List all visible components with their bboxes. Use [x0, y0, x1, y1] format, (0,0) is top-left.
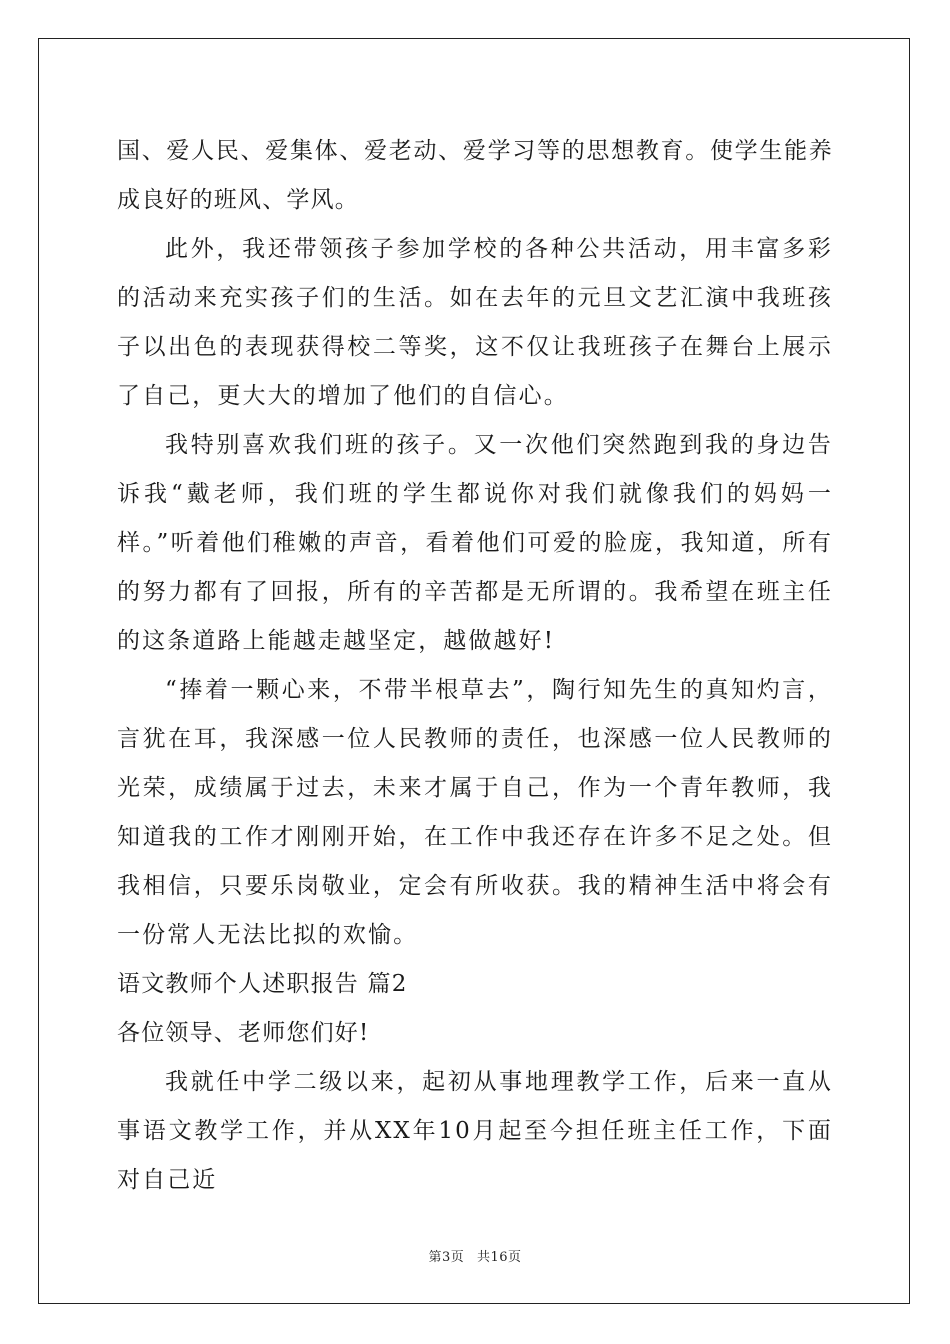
page-total: 共16页	[476, 1250, 522, 1265]
salutation: 各位领导、老师您们好!	[117, 1020, 370, 1046]
section-heading: 语文教师个人述职报告 篇2	[117, 971, 408, 997]
page-number: 第3页	[428, 1250, 465, 1265]
paragraph: 国、爱人民、爱集体、爱老动、爱学习等的思想教育。使学生能养成良好的班风、学风。	[117, 138, 833, 213]
paragraph: “捧着一颗心来，不带半根草去”，陶行知先生的真知灼言，言犹在耳，我深感一位人民教师的责任，也深感一位人民教师的光荣，成绩属于过去，未来才属于自己，作为一个青年教师，我知道我的工作才刚刚开始，在工作中我还存在许多不足之处。但我相信，只要乐岗敬业，定会有所收获。我的精神生活中将会有一份常人无法比拟的欢愉。	[117, 677, 833, 948]
page-footer	[0, 1246, 950, 1265]
paragraph: 我特别喜欢我们班的孩子。又一次他们突然跑到我的身边告诉我“戴老师，我们班的学生都说你对我们就像我们的妈妈一样。”听着他们稚嫩的声音，看着他们可爱的脸庞，我知道，所有的努力都有了回报，所有的辛苦都是无所谓的。我希望在班主任的这条道路上能越走越坚定，越做越好!	[117, 432, 833, 654]
paragraph: 此外，我还带领孩子参加学校的各种公共活动，用丰富多彩的活动来充实孩子们的生活。如在去年的元旦文艺汇演中我班孩子以出色的表现获得校二等奖，这不仅让我班孩子在舞台上展示了自己，更大大的增加了他们的自信心。	[117, 236, 833, 409]
document-body	[117, 127, 833, 1205]
paragraph: 我就任中学二级以来，起初从事地理教学工作，后来一直从事语文教学工作，并从XX年10月起至今担任班主任工作，下面对自己近	[117, 1069, 833, 1193]
